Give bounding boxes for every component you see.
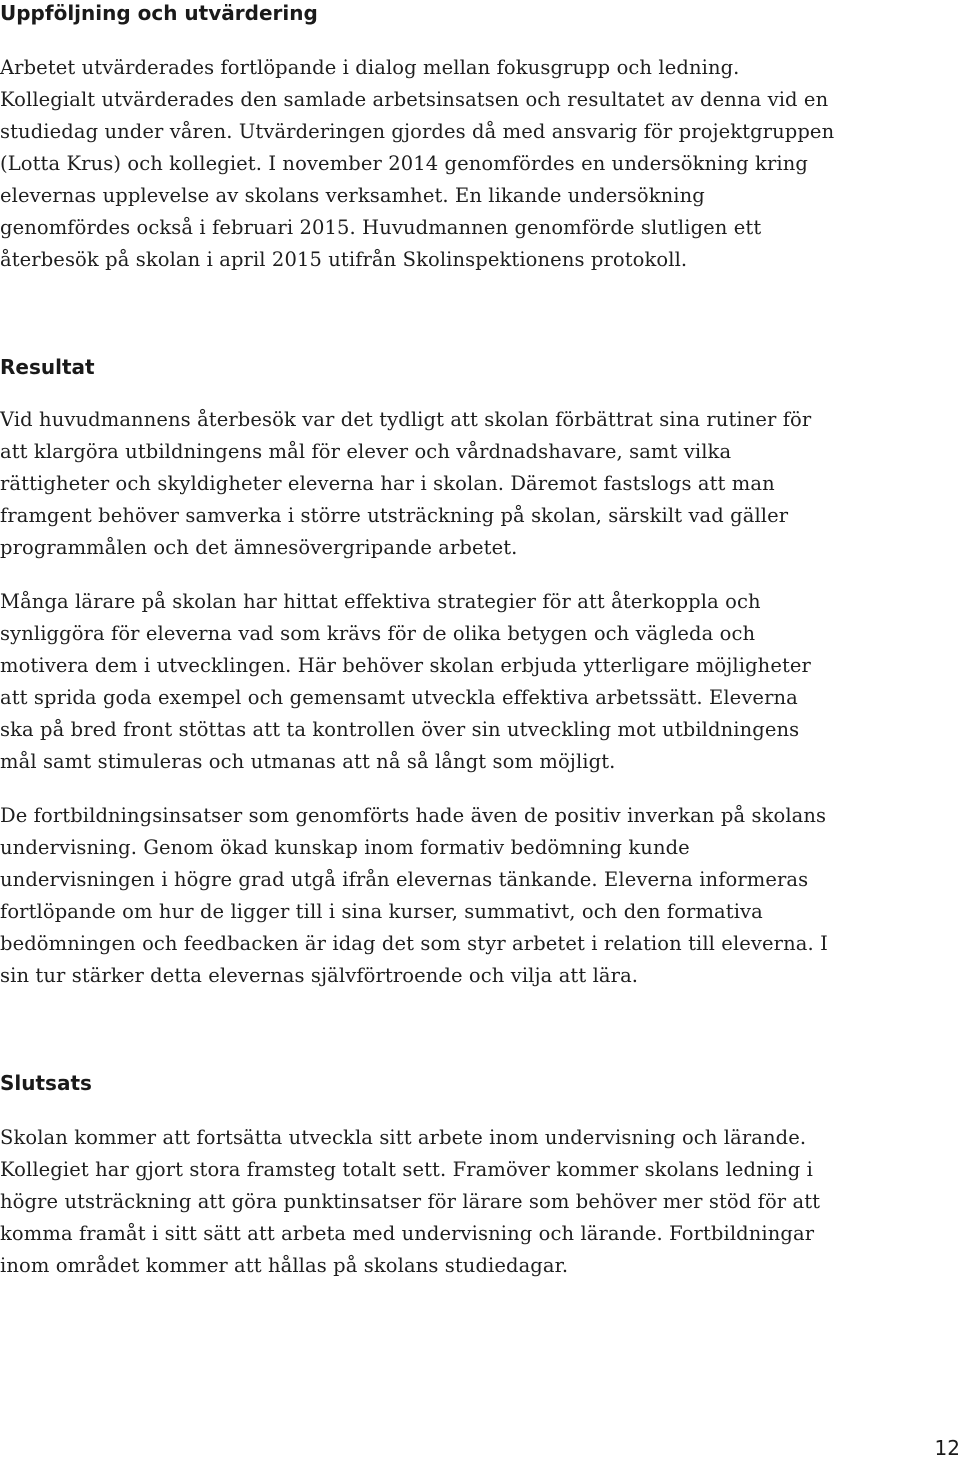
- text-line: bedömningen och feedbacken är idag det som styr arbetet i relation till eleverna. I: [0, 932, 828, 955]
- text-line: framgent behöver samverka i större utsträckning på skolan, särskilt vad gäller: [0, 504, 789, 527]
- paragraph: [0, 1122, 820, 1282]
- text-line: inom området kommer att hållas på skolans studiedagar.: [0, 1254, 569, 1277]
- text-line: De fortbildningsinsatser som genomförts hade även de positiv inverkan på skolans: [0, 804, 827, 827]
- paragraph: [0, 586, 811, 778]
- text-line: att klargöra utbildningens mål för elever och vårdnadshavare, samt vilka: [0, 440, 732, 463]
- text-line: att sprida goda exempel och gemensamt utveckla effektiva arbetssätt. Eleverna: [0, 686, 798, 709]
- text-line: synliggöra för eleverna vad som krävs för de olika betygen och vägleda och: [0, 622, 756, 645]
- text-line: rättigheter och skyldigheter eleverna har i skolan. Däremot fastslogs att man: [0, 472, 775, 495]
- text-line: undervisningen i högre grad utgå ifrån elevernas tänkande. Eleverna informeras: [0, 868, 809, 891]
- page-number: 12: [934, 1436, 960, 1460]
- paragraph: [0, 800, 828, 992]
- text-line: högre utsträckning att göra punktinsatser för lärare som behöver mer stöd för att: [0, 1190, 821, 1213]
- text-line: Kollegialt utvärderades den samlade arbetsinsatsen och resultatet av denna vid en: [0, 88, 829, 111]
- text-line: studiedag under våren. Utvärderingen gjordes då med ansvarig för projektgruppen: [0, 120, 835, 143]
- text-line: elevernas upplevelse av skolans verksamhet. En likande undersökning: [0, 184, 705, 207]
- text-line: Skolan kommer att fortsätta utveckla sitt arbete inom undervisning och lärande.: [0, 1126, 807, 1149]
- text-line: mål samt stimuleras och utmanas att nå så långt som möjligt.: [0, 750, 616, 773]
- paragraph: [0, 52, 834, 276]
- text-line: motivera dem i utvecklingen. Här behöver skolan erbjuda ytterligare möjligheter: [0, 654, 811, 677]
- text-line: Många lärare på skolan har hittat effektiva strategier för att återkoppla och: [0, 590, 761, 613]
- section-heading: Uppföljning och utvärdering: [0, 1, 318, 25]
- text-line: Vid huvudmannens återbesök var det tydligt att skolan förbättrat sina rutiner för: [0, 408, 812, 431]
- text-line: ska på bred front stöttas att ta kontrollen över sin utveckling mot utbildningens: [0, 718, 800, 741]
- text-line: återbesök på skolan i april 2015 utifrån Skolinspektionens protokoll.: [0, 248, 688, 271]
- section-heading: Slutsats: [0, 1071, 92, 1095]
- text-line: programmålen och det ämnesövergripande arbetet.: [0, 536, 518, 559]
- text-line: komma framåt i sitt sätt att arbeta med undervisning och lärande. Fortbildningar: [0, 1222, 815, 1245]
- paragraph: [0, 404, 811, 564]
- text-line: fortlöpande om hur de ligger till i sina kurser, summativt, och den formativa: [0, 900, 763, 923]
- text-line: undervisning. Genom ökad kunskap inom formativ bedömning kunde: [0, 836, 690, 859]
- text-line: (Lotta Krus) och kollegiet. I november 2014 genomfördes en undersökning kring: [0, 152, 808, 175]
- text-line: Kollegiet har gjort stora framsteg totalt sett. Framöver kommer skolans ledning i: [0, 1158, 813, 1181]
- text-line: genomfördes också i februari 2015. Huvudmannen genomförde slutligen ett: [0, 216, 762, 239]
- text-line: Arbetet utvärderades fortlöpande i dialog mellan fokusgrupp och ledning.: [0, 56, 740, 79]
- section-heading: Resultat: [0, 355, 95, 379]
- text-line: sin tur stärker detta elevernas självförtroende och vilja att lära.: [0, 964, 639, 987]
